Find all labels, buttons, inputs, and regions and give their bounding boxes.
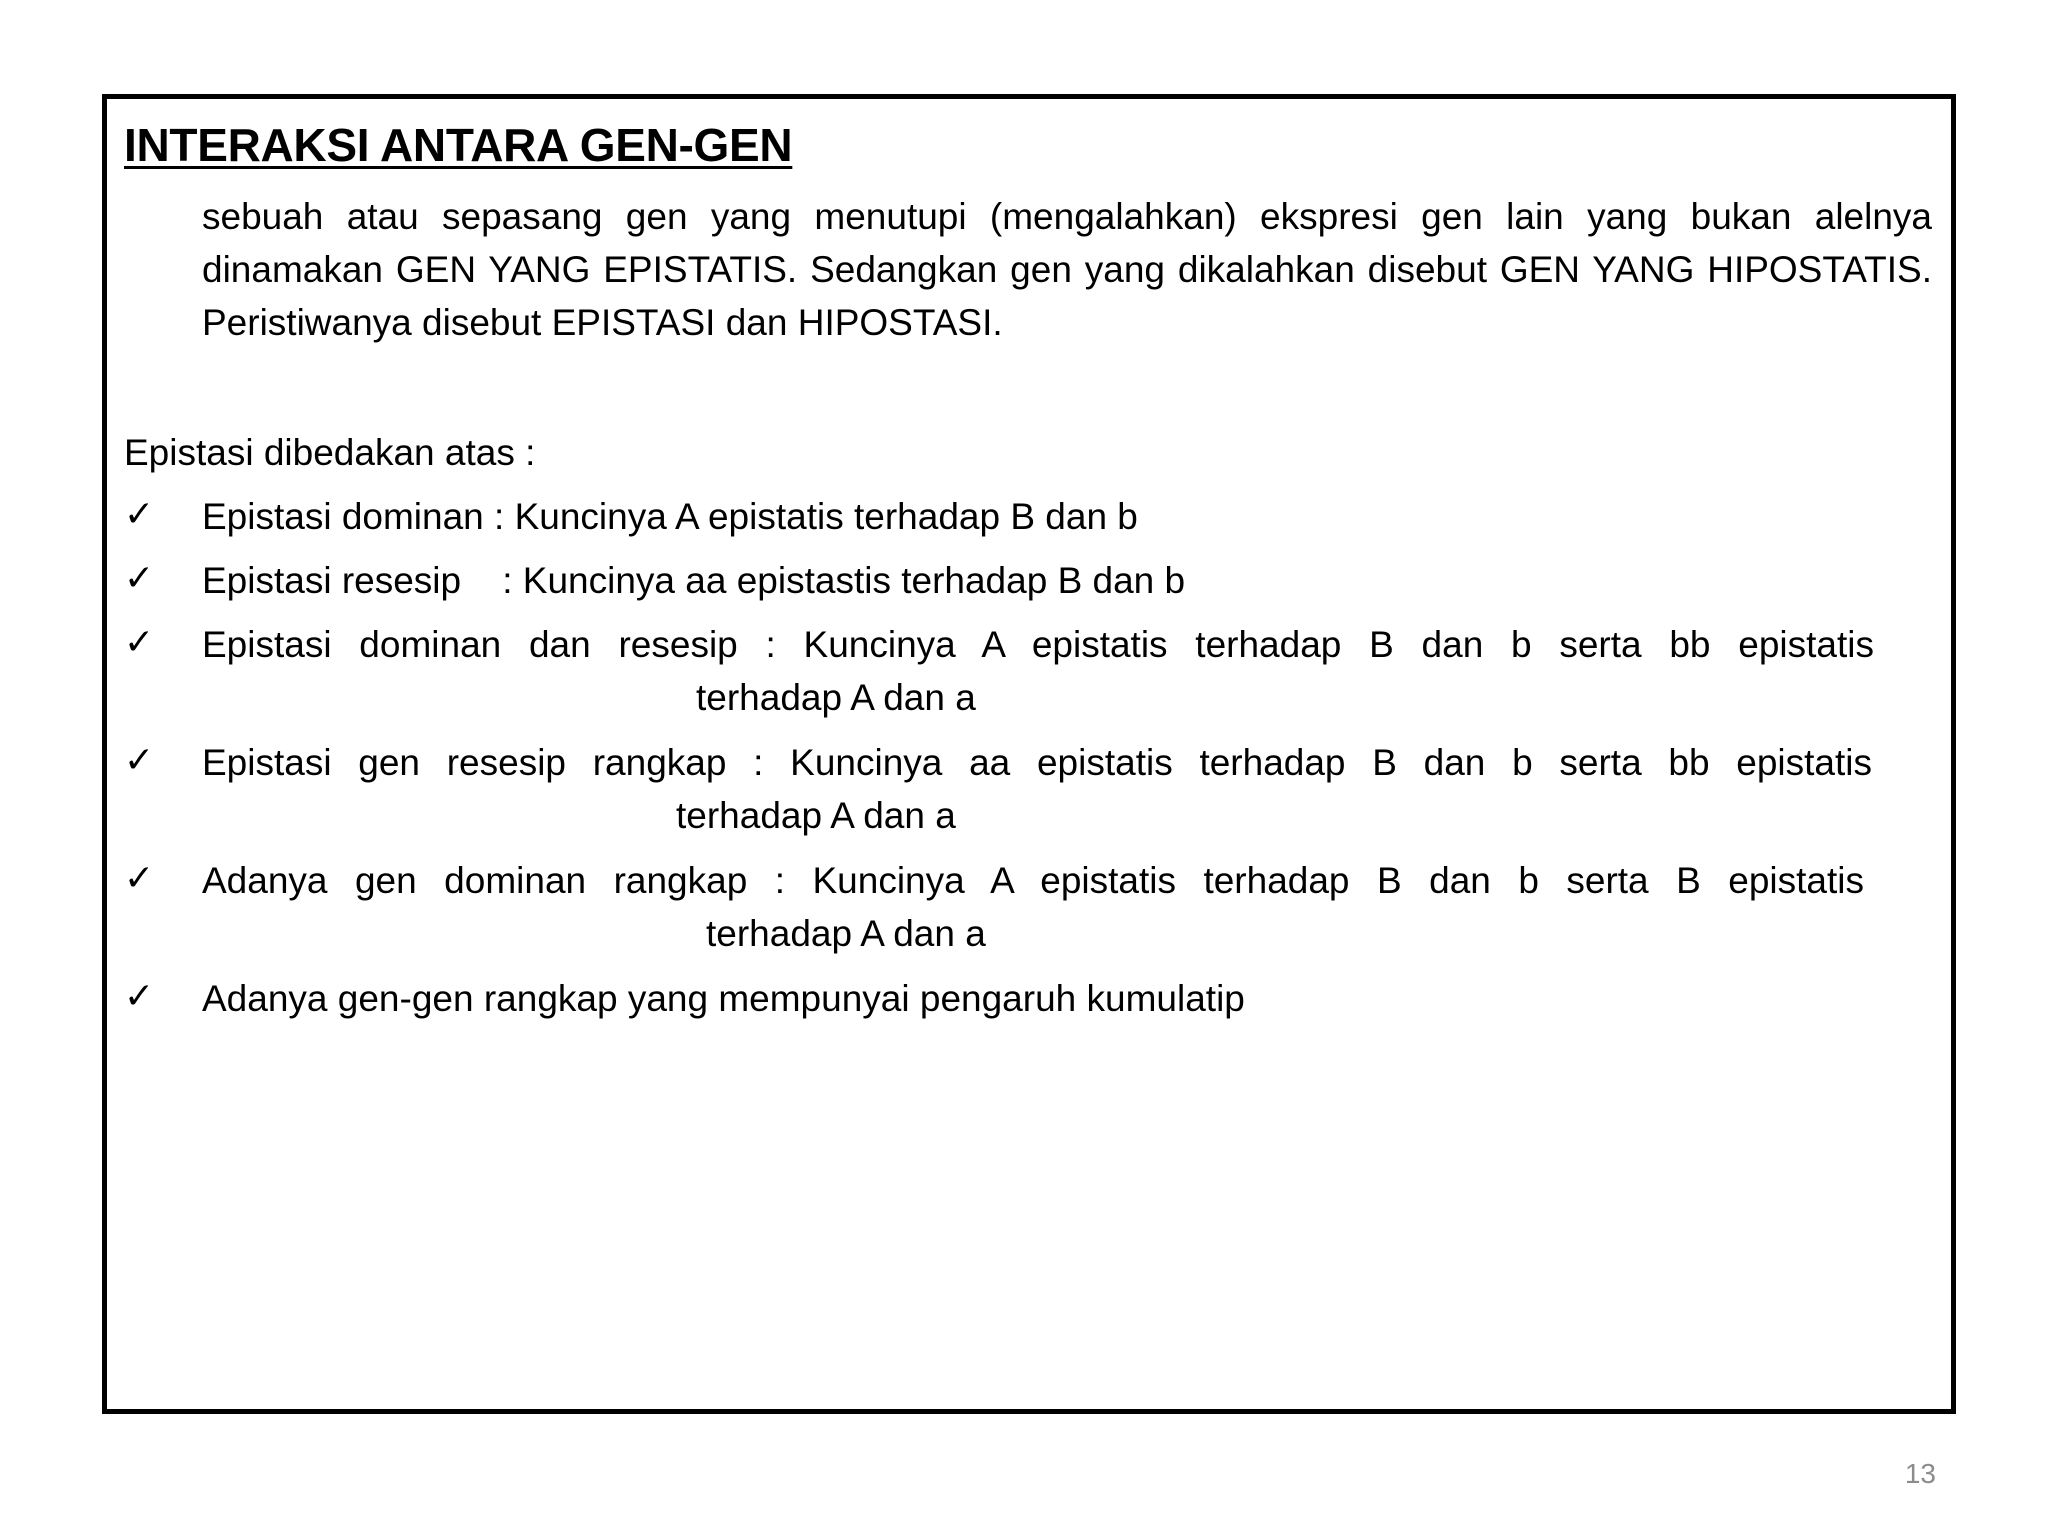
list-item-text: Adanya gen-gen rangkap yang mempunyai pengaruh kumulatip — [202, 978, 1245, 1019]
list-item-text: Epistasi gen resesip rangkap : Kuncinya aa epistatis terhadap B dan b serta bb epistatis — [202, 742, 1872, 783]
list-item-text: Epistasi dominan dan resesip : Kuncinya A epistatis terhadap B dan b serta bb epistatis — [202, 624, 1874, 665]
checkmark-icon: ✓ — [124, 622, 155, 663]
list-item — [202, 736, 1872, 842]
list-item — [202, 972, 1245, 1025]
list-item-continuation: terhadap A dan a — [706, 913, 986, 954]
list-item-text: Epistasi dominan : Kuncinya A epistatis terhadap B dan b — [202, 496, 1138, 537]
checkmark-icon: ✓ — [124, 740, 155, 781]
page-number: 13 — [1904, 1458, 1936, 1489]
list-item-continuation: terhadap A dan a — [696, 677, 976, 718]
checkmark-icon: ✓ — [124, 858, 155, 899]
list-item — [202, 854, 1864, 960]
list-item — [202, 490, 1138, 543]
list-heading: Epistasi dibedakan atas : — [124, 432, 536, 473]
checkmark-icon: ✓ — [124, 494, 155, 535]
list-item — [202, 618, 1874, 724]
list-item-text: Adanya gen dominan rangkap : Kuncinya A epistatis terhadap B dan b serta B epistatis — [202, 860, 1864, 901]
list-item-text: Epistasi resesip : Kuncinya aa epistastis terhadap B dan b — [202, 560, 1186, 601]
list-item-continuation: terhadap A dan a — [676, 795, 956, 836]
list-item — [202, 554, 1185, 607]
slide-title: INTERAKSI ANTARA GEN-GEN — [124, 119, 793, 171]
intro-paragraph: sebuah atau sepasang gen yang menutupi (mengalahkan) ekspresi gen lain yang bukan alelnya dinamakan GEN YANG EPISTATIS. Sedangkan gen yang dikalahkan disebut GEN YANG HIPOSTATIS. Peristiwanya disebut EPISTASI dan HIPOSTASI. — [202, 196, 1932, 343]
checkmark-icon: ✓ — [124, 558, 155, 599]
checkmark-icon: ✓ — [124, 976, 155, 1017]
